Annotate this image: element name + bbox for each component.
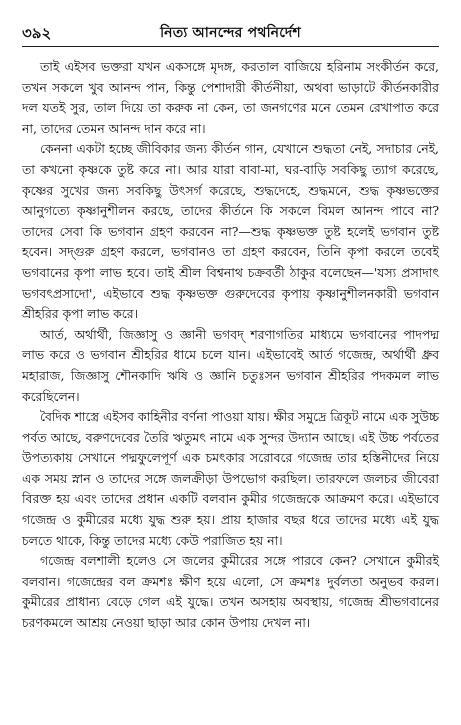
paragraph-3: আর্ত, অর্থার্থী, জিজ্ঞাসু ও জ্ঞানী ভগবদ্ শরণাগতির মাধ্যমে ভগবানের পাদপদ্ম লাভ করে ও ভগবান শ্রীহরির ধামে চলে যান। এইভাবেই আর্ত গজেন্দ্র, অর্থার্থী ধ্রুব মহারাজ, জিজ্ঞাসু শৌনকাদি ঋষি ও জ্ঞানি চতুঃসন ভগবান শ্রীহরির পদকমল লাভ করেছিলেন।	[22, 326, 439, 404]
body-text	[22, 57, 439, 634]
paragraph-5: গজেন্দ্র বলশালী হলেও সে জলের কুমীরের সঙ্গে পারবে কেন? সেখানে কুমীরই বলবান। গজেন্দ্রের বল ক্রমশঃ ক্ষীণ হয়ে এলো, সে ক্রমশঃ দুর্বলতা অনুভব করল। কুমীরের প্রাধান্য বেড়ে গেল এই যুদ্ধে। তখন অসহায় অবস্থায়, গজেন্দ্র শ্রীভগবানের চরণকমলে আশ্রয় নেওয়া ছাড়া আর কোন উপায় দেখল না।	[22, 553, 439, 631]
running-title: নিত্য আনন্দের পথনির্দেশ	[160, 25, 301, 41]
paragraph-2: কেননা একটা হচ্ছে জীবিকার জন্য কীর্তন গান, যেখানে শুদ্ধতা নেই, সদাচার নেই, তা কখনো কৃষ্ণকে তুষ্ট করে না। আর যারা বাবা-মা, ঘর-বাড়ি সবকিছু ত্যাগ করেছে, কৃষ্ণের সুখের জন্য সবকিছু উৎসর্গ করেছে, শুদ্ধদেহে, শুদ্ধমনে, শুদ্ধ কৃষ্ণভক্তের আনুগত্যে কৃষ্ণানুশীলন করছে, তাদের কীর্তনে কি সকলে বিমল আনন্দ পাবে না? তাদের সেবা কি ভগবান গ্রহণ করবেন না?—শুদ্ধ কৃষ্ণভক্ত তুষ্ট হলেই ভগবান তুষ্ট হবেন। সদ্গুরু গ্রহণ করলে, ভগবানও তা গ্রহণ করবেন, তিনি কৃপা করলে তবেই ভগবানের কৃপা লাভ হবে। তাই শ্রীল বিশ্বনাথ চক্রবর্তী ঠাকুর বলেছেন—'যস্য প্রসাদাৎ ভগবৎপ্রসাদো', এইভাবে শুদ্ধ কৃষ্ণভক্ত গুরুদেবের কৃপায় কৃষ্ণানুশীলনকারী ভগবান শ্রীহরির কৃপা লাভ করে।	[22, 141, 439, 322]
paragraph-1: তাই এইসব ভক্তরা যখন একসঙ্গে মৃদঙ্গ, করতাল বাজিয়ে হরিনাম সংকীর্তন করে, তখন সকলে খুব আনন্দ পান, কিন্তু পেশাদারী কীর্তনীয়া, অথবা ভাড়াটে কীর্তনকারীর দল যতই সুর, তাল দিয়ে তা করুক না কেন, তা জনগণের মনে তেমন রেখাপাত করে না, তাদের তেমন আনন্দ দান করে না।	[22, 59, 439, 136]
page-number: ৩৯২	[22, 24, 52, 42]
page-header	[22, 20, 439, 47]
paragraph-4: বৈদিক শাস্ত্রে এইসব কাহিনীর বর্ণনা পাওয়া যায়। ক্ষীর সমুদ্রে ত্রিকূট নামে এক সুউচ্চ পর্বত আছে, বরুণদেবের তৈরি ঋতুমৎ নামে এক সুন্দর উদ্যান আছে। এই উচ্চ পর্বতের উপত্যকায় সেখানে পদ্মফুলেপূর্ণ এক চমৎকার সরোবরে গজেন্দ্র তার হস্তিনীদের নিয়ে এক সময় স্নান ও তাদের সঙ্গে জলক্রীড়া উপভোগ করছিল। তারফলে জলচর জীবেরা বিরক্ত হয় এবং তাদের প্রধান একটি বলবান কুমীর গজেন্দ্রকে আক্রমণ করে। এইভাবে গজেন্দ্র ও কুমীরের মধ্যে যুদ্ধ শুরু হয়। প্রায় হাজার বছর ধরে তাদের মধ্যে এই যুদ্ধ চলতে থাকে, কিন্তু তাদের মধ্যে কেউ পরাজিত হয় না।	[22, 409, 439, 548]
